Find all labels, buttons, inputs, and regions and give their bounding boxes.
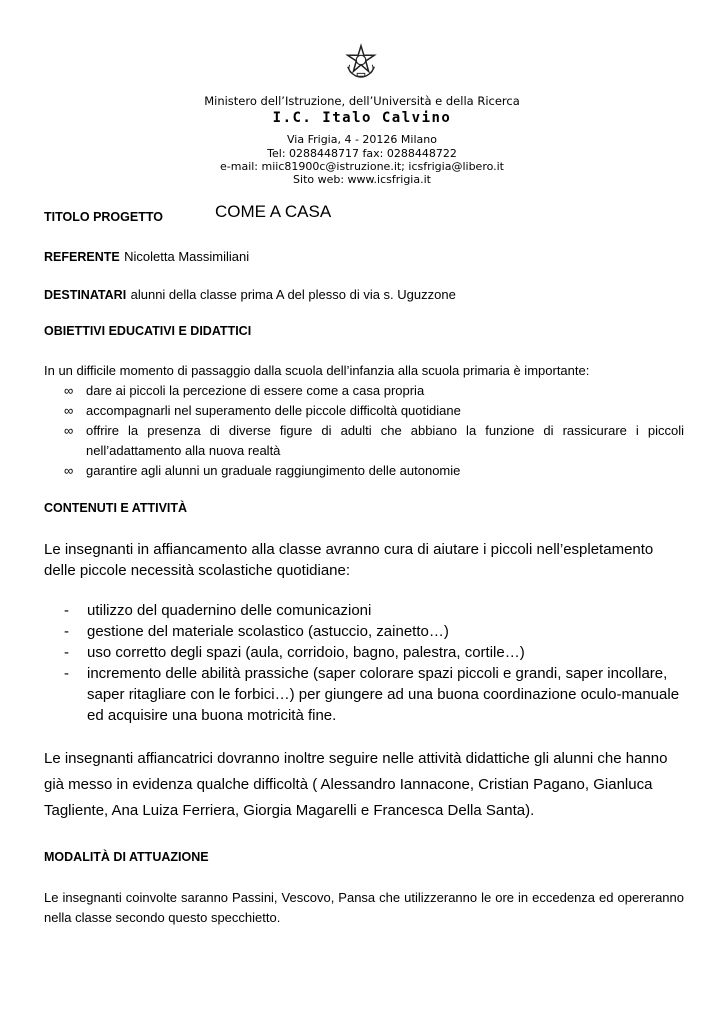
project-title-row bbox=[44, 202, 332, 226]
objective-text: dare ai piccoli la percezione di essere come a casa propria bbox=[86, 383, 425, 398]
referent-value: Nicoletta Massimiliani bbox=[124, 249, 250, 264]
infinity-bullet-icon: ∞ bbox=[64, 423, 74, 438]
contents-heading: CONTENUTI E ATTIVITÀ bbox=[44, 501, 188, 515]
italian-republic-emblem-icon bbox=[342, 42, 380, 80]
infinity-bullet-icon: ∞ bbox=[64, 403, 74, 418]
list-item bbox=[44, 600, 684, 621]
modalities-heading: MODALITÀ DI ATTUAZIONE bbox=[44, 850, 209, 864]
objectives-list bbox=[44, 381, 684, 481]
contents-followup: Le insegnanti affiancatrici dovranno inoltre seguire nelle attività didattiche gli alunni che hanno già messo in evidenza qualche difficoltà ( Alessandro Iannacone, Cristian Pagano, Gianluca Tagliente, Ana Luiza Ferriera, Giorgia Magarelli e Francesca Della Santa). bbox=[44, 750, 668, 819]
project-title-label: TITOLO PROGETTO bbox=[44, 210, 163, 224]
contents-intro: Le insegnanti in affiancamento alla classe avranno cura di aiutare i piccoli nell’espletamento delle piccole necessità scolastiche quotidiane: bbox=[44, 541, 654, 579]
infinity-bullet-icon: ∞ bbox=[64, 463, 74, 478]
school-address: Via Frigia, 4 - 20126 Milano bbox=[287, 133, 437, 146]
infinity-bullet-icon: ∞ bbox=[64, 383, 74, 398]
school-website: Sito web: www.icsfrigia.it bbox=[293, 173, 431, 186]
ministry-name: Ministero dell’Istruzione, dell’Università e della Ricerca bbox=[204, 94, 520, 108]
contents-list bbox=[44, 600, 684, 726]
project-title-value: COME A CASA bbox=[215, 202, 332, 221]
school-name: I.C. Italo Calvino bbox=[272, 110, 452, 126]
dash-bullet: - bbox=[64, 623, 69, 640]
list-item bbox=[44, 381, 684, 401]
school-email: e-mail: miic81900c@istruzione.it; icsfrigia@libero.it bbox=[220, 160, 504, 173]
referent-row bbox=[44, 248, 249, 266]
dash-bullet: - bbox=[64, 602, 69, 619]
recipients-row bbox=[44, 286, 456, 304]
objective-text: offrire la presenza di diverse figure di adulti che abbiano la funzione di rassicurare i piccoli nell’adattamento alla nuova realtà bbox=[86, 423, 684, 458]
school-phone-fax: Tel: 0288448717 fax: 0288448722 bbox=[267, 147, 457, 160]
activity-text: incremento delle abilità prassiche (saper colorare spazi piccoli e grandi, saper incollare, saper ritagliare con le forbici…) per giungere ad una buona coordinazione oculo-manuale ed acquisire una buona motricità fine. bbox=[87, 665, 680, 724]
list-item bbox=[44, 401, 684, 421]
recipients-label: DESTINATARI bbox=[44, 288, 127, 302]
objectives-intro: In un difficile momento di passaggio dalla scuola dell’infanzia alla scuola primaria è importante: bbox=[44, 363, 590, 378]
modalities-text: Le insegnanti coinvolte saranno Passini, Vescovo, Pansa che utilizzeranno le ore in eccedenza ed opereranno nella classe secondo questo specchietto. bbox=[44, 890, 684, 925]
objectives-heading: OBIETTIVI EDUCATIVI E DIDATTICI bbox=[44, 324, 252, 338]
dash-bullet: - bbox=[64, 665, 69, 682]
activity-text: uso corretto degli spazi (aula, corridoio, bagno, palestra, cortile…) bbox=[87, 644, 525, 661]
list-item bbox=[44, 663, 684, 726]
referent-label: REFERENTE bbox=[44, 250, 120, 264]
list-item bbox=[44, 421, 684, 461]
objective-text: accompagnarli nel superamento delle piccole difficoltà quotidiane bbox=[86, 403, 461, 418]
list-item bbox=[44, 621, 684, 642]
list-item bbox=[44, 461, 684, 481]
objective-text: garantire agli alunni un graduale raggiungimento delle autonomie bbox=[86, 463, 461, 478]
dash-bullet: - bbox=[64, 644, 69, 661]
recipients-value: alunni della classe prima A del plesso di via s. Uguzzone bbox=[130, 287, 456, 302]
activity-text: utilizzo del quadernino delle comunicazioni bbox=[87, 602, 372, 619]
activity-text: gestione del materiale scolastico (astuccio, zainetto…) bbox=[87, 623, 449, 640]
list-item bbox=[44, 642, 684, 663]
